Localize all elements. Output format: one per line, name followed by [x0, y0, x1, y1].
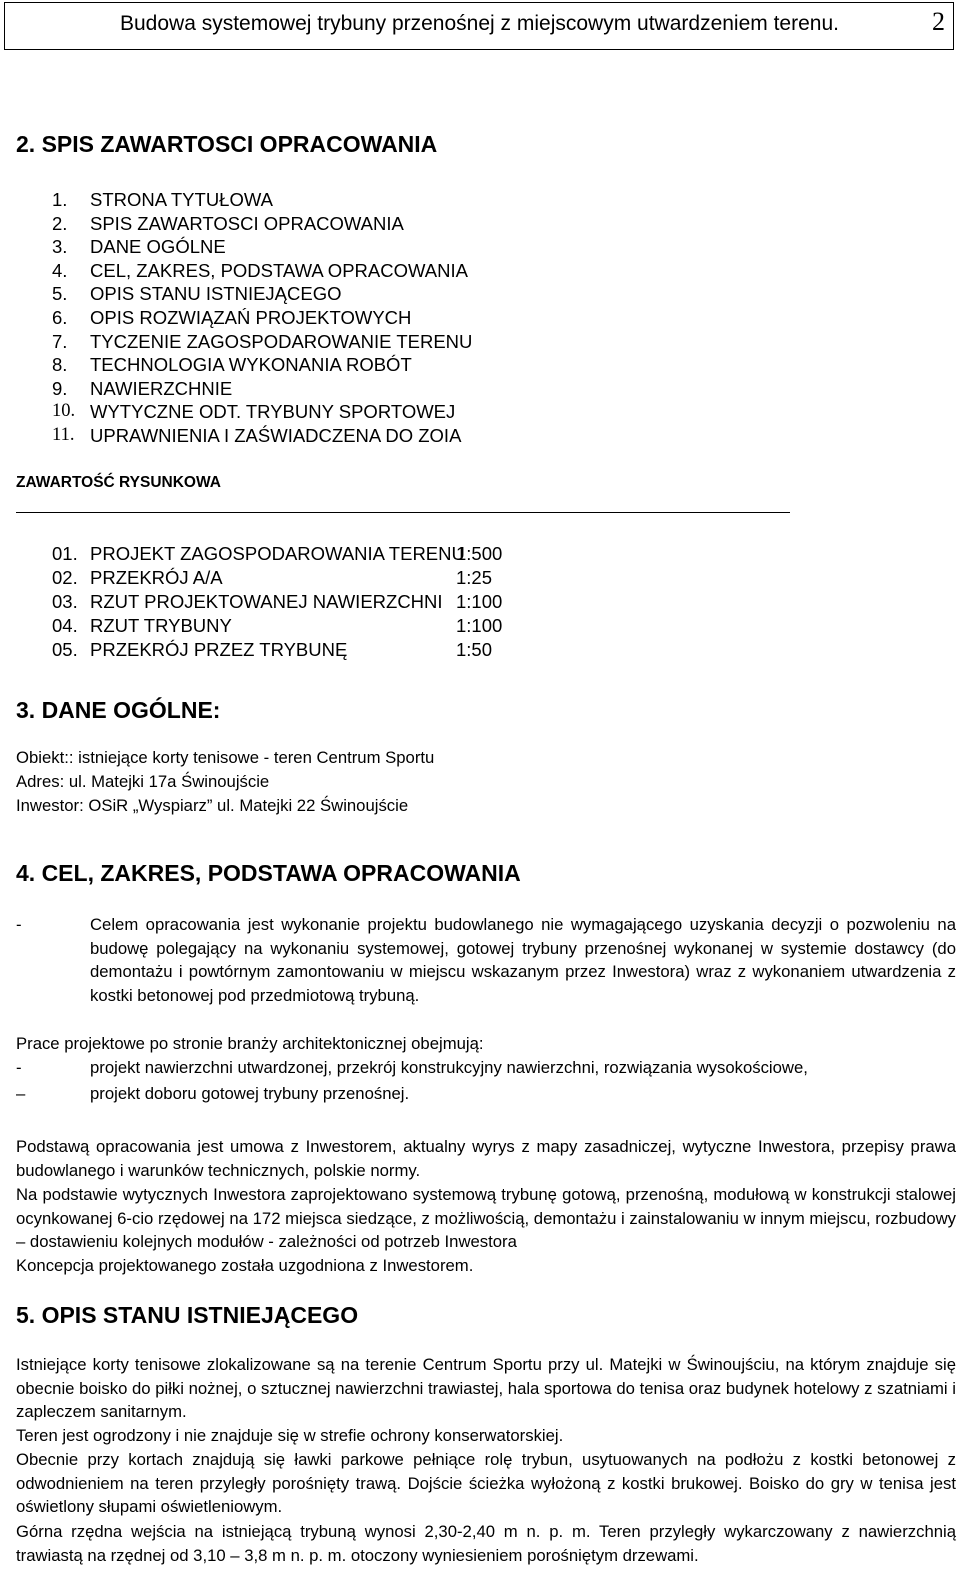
toc-item-label: DANE OGÓLNE: [90, 236, 226, 258]
existing-paragraph-3: Obecnie przy kortach znajdują się ławki parkowe pełniące rolę trybun, usytuowanych na podłożu z kostki betonowej z odwodnieniem na teren przyległy porośnięty trawą. Dojście ścieżka wyłożoną z kostki brukowej. Boisko do gry w tenisa jest oświetlony słupami oświetleniowym.: [16, 1450, 956, 1516]
toc-item-number: 10.: [52, 401, 76, 422]
bullet-dash: -: [16, 1058, 22, 1077]
drawing-label: PROJEKT ZAGOSPODAROWANIA TERENU: [90, 543, 465, 564]
purpose-paragraph: Celem opracowania jest wykonanie projektu budowlanego nie wymagającego uzyskania decyzji o pozwoleniu na budowę polegający na wykonaniu systemowej, gotowej trybuny przenośnej wykonanej w systemie dostawcy (do demontażu i powtórnym zamontowaniu w miejscu wskazanym przez Inwestora) wraz z wykonaniem utwardzenia z kostki betonowej pod przedmiotową trybuną.: [90, 915, 956, 1005]
drawing-number: 05.: [52, 639, 78, 660]
general-data-investor: Inwestor: OSiR „Wyspiarz” ul. Matejki 22 Świnoujście: [16, 796, 409, 815]
works-intro: Prace projektowe po stronie branży architektonicznej obejmują:: [16, 1034, 484, 1053]
general-data-address: Adres: ul. Matejki 17a Świnoujście: [16, 772, 270, 791]
basis-paragraph: Podstawą opracowania jest umowa z Inwestorem, aktualny wyrys z mapy zasadniczej, wytyczne Inwestora, przepisy prawa budowlanego i warunków technicznych, polskie normy.: [16, 1137, 956, 1180]
drawings-title: ZAWARTOŚĆ RYSUNKOWA: [16, 474, 221, 491]
toc-item-number: 1.: [52, 189, 68, 210]
drawing-number: 02.: [52, 567, 78, 588]
existing-paragraph-2: Teren jest ogrodzony i nie znajduje się w strefie ochrony konserwatorskiej.: [16, 1426, 564, 1445]
existing-paragraph-4: Górna rzędna wejścia na istniejącą trybuną wynosi 2,30-2,40 m n. p. m. Teren przyległy wykarczowany z nawierzchnią trawiastą na rzędnej od 3,10 – 3,8 m n. p. m. otoczony wyniesieniem porośniętym drzewami.: [16, 1522, 956, 1565]
drawing-label: RZUT PROJEKTOWANEJ NAWIERZCHNI: [90, 591, 443, 612]
toc-item-number: 4.: [52, 259, 68, 281]
document-title: Budowa systemowej trybuny przenośnej z miejscowym utwardzeniem terenu.: [120, 12, 839, 35]
section-5-title: 5. OPIS STANU ISTNIEJĄCEGO: [16, 1302, 359, 1328]
toc-item-number: 9.: [52, 377, 68, 399]
section-4-title: 4. CEL, ZAKRES, PODSTAWA OPRACOWANIA: [16, 860, 521, 886]
toc-item-number: 6.: [52, 307, 68, 328]
drawing-scale: 1:50: [456, 639, 493, 660]
toc-item-label: SPIS ZAWARTOSCI OPRACOWANIA: [90, 212, 404, 234]
toc-item-label: OPIS STANU ISTNIEJĄCEGO: [90, 283, 342, 305]
existing-paragraph-1: Istniejące korty tenisowe zlokalizowane są na terenie Centrum Sportu przy ul. Matejki w Świnoujściu, na którym znajduje się obecnie boisko do piłki nożnej, o sztucznej nawierzchni trawiastej, hala sportowa do tenisa oraz budynek hotelowy z szatniami i zapleczem sanitarnym.: [16, 1355, 956, 1421]
toc-item-number: 11.: [52, 425, 75, 445]
drawing-label: PRZEKRÓJ PRZEZ TRYBUNĘ: [90, 639, 348, 660]
design-paragraph: Na podstawie wytycznych Inwestora zaprojektowano systemową trybunę gotową, przenośną, modułową w konstrukcji stalowej ocynkowanej 6-cio rzędowej na 172 miejsca siedzące, z możliwością, demontażu i zainstalowaniu w innym miejscu, rozbudowy – dostawieniu kolejnych modułów - zależności od potrzeb Inwestora: [16, 1185, 956, 1251]
toc-item-label: WYTYCZNE ODT. TRYBUNY SPORTOWEJ: [90, 401, 456, 423]
toc-item-label: NAWIERZCHNIE: [90, 377, 233, 399]
toc-item-number: 7.: [52, 330, 68, 352]
drawing-label: RZUT TRYBUNY: [90, 615, 232, 636]
concept-line: Koncepcja projektowanego została uzgodniona z Inwestorem.: [16, 1256, 474, 1275]
drawing-scale: 1:100: [456, 591, 503, 612]
general-data-object: Obiekt:: istniejące korty tenisowe - teren Centrum Sportu: [16, 748, 435, 767]
page-number: 2: [932, 7, 945, 36]
drawing-number: 01.: [52, 543, 78, 564]
page-header: [4, 2, 954, 50]
toc-item-label: CEL, ZAKRES, PODSTAWA OPRACOWANIA: [90, 259, 468, 281]
drawing-scale: 1:25: [456, 567, 493, 588]
section-3-title: 3. DANE OGÓLNE:: [16, 697, 221, 723]
works-item: projekt doboru gotowej trybuny przenośnej.: [90, 1084, 410, 1103]
drawing-label: PRZEKRÓJ A/A: [90, 567, 223, 588]
toc-item-number: 8.: [52, 354, 68, 376]
drawing-scale: 1:100: [456, 615, 503, 636]
toc-item-number: 2.: [52, 212, 68, 234]
bullet-dash: -: [16, 915, 22, 934]
drawing-number: 03.: [52, 591, 78, 612]
toc-item-label: TYCZENIE ZAGOSPODAROWANIE TERENU: [90, 330, 473, 352]
toc-item-label: UPRAWNIENIA I ZAŚWIADCZENA DO ZOIA: [90, 425, 462, 446]
bullet-dash: –: [16, 1084, 26, 1103]
drawing-number: 04.: [52, 615, 78, 636]
divider: [16, 512, 790, 513]
drawing-scale: 1:500: [456, 543, 503, 564]
toc-item-number: 5.: [52, 283, 68, 305]
toc-item-label: OPIS ROZWIĄZAŃ PROJEKTOWYCH: [90, 307, 412, 328]
toc-item-label: TECHNOLOGIA WYKONANIA ROBÓT: [90, 354, 412, 376]
section-2-title: 2. SPIS ZAWARTOSCI OPRACOWANIA: [16, 131, 438, 157]
toc-item-number: 3.: [52, 236, 68, 258]
works-item: projekt nawierzchni utwardzonej, przekrój konstrukcyjny nawierzchni, rozwiązania wysokościowe,: [90, 1058, 808, 1077]
toc-item-label: STRONA TYTUŁOWA: [90, 189, 273, 210]
